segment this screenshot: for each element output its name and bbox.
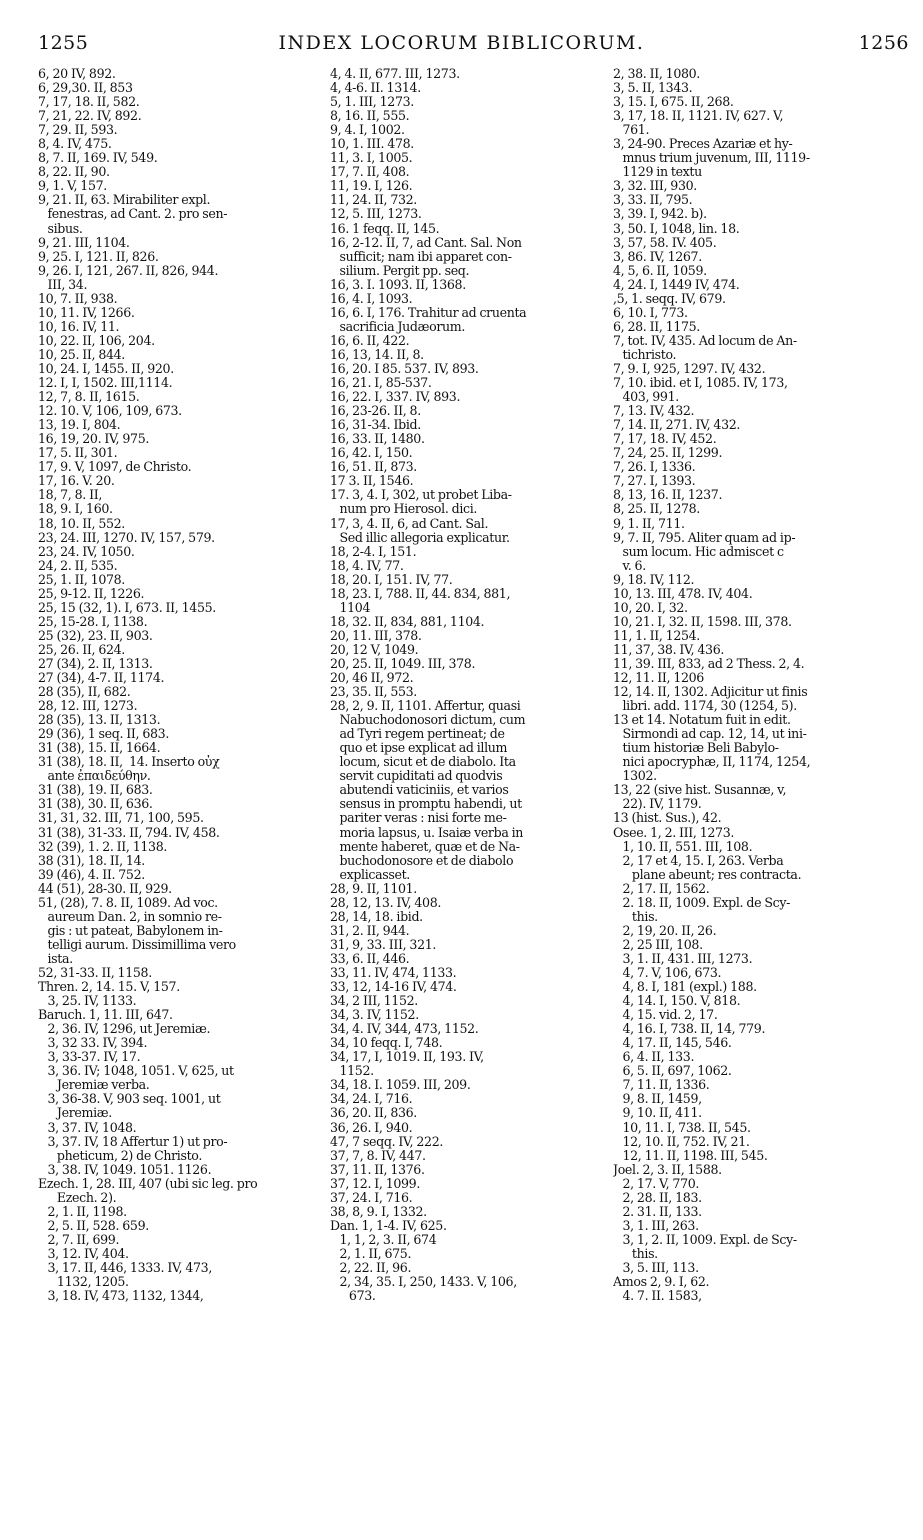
index-entry-line: 28, 12. III, 1273. [38,699,138,714]
index-entry-line: 3, 17. II, 446, 1333. IV, 473, [38,1260,212,1275]
index-entry-line: 34, 2 III, 1152. [330,994,418,1009]
index-entry-line: 20, 12 V, 1049. [330,642,419,657]
index-entry-line: telligi aurum. Dissimillima vero [38,937,236,952]
index-entry-line: 7, 9. I, 925, 1297. IV, 432. [613,361,766,376]
index-entry-line: 673. [330,1289,376,1304]
index-entry-line: pheticum, 2) de Christo. [38,1148,202,1163]
index-entry-line: 34, 3. IV, 1152. [330,1008,419,1023]
index-entry-line: 38 (31), 18. II, 14. [38,853,145,868]
index-entry-line: quo et ipse explicat ad illum [330,741,508,756]
index-entry-line: 37, 12. I, 1099. [330,1176,420,1191]
index-entry-line: 17, 9. V, 1097, de Christo. [38,460,192,475]
index-entry-line: 2, 1. II, 675. [330,1246,412,1261]
page-number-right: 1256 [858,32,909,54]
index-entry-line: explicasset. [330,867,410,882]
index-entry-line: 3, 1. III, 263. [613,1218,699,1233]
index-entry-line: 6, 10. I, 773. [613,305,688,320]
index-entry-line: 3, 1, 2. II, 1009. Expl. de Scy- [613,1232,797,1247]
index-entry-line: 28, 12, 13. IV, 408. [330,895,442,910]
index-entry-line: 7, 11. II, 1336. [613,1078,710,1093]
index-entry-line: 31 (38), 15. II, 1664. [38,741,161,756]
index-entry-line: 4, 5, 6. II, 1059. [613,263,707,278]
index-entry-line: 12, 14. II, 1302. Adjicitur ut finis [613,685,808,700]
index-entry-line: 7, 29. II, 593. [38,123,118,138]
index-entry-line: 3, 5. II, 1343. [613,81,693,96]
index-entry-line: 10, 20. I, 32. [613,600,688,615]
index-entry-line: 34, 24. I, 716. [330,1092,413,1107]
index-entry-line: 8, 7. II, 169. IV, 549. [38,151,158,166]
index-entry-line: 2, 36. IV, 1296, ut Jeremiæ. [38,1022,211,1037]
index-entry-line: 28 (35), 13. II, 1313. [38,713,161,728]
index-entry-line: 52, 31-33. II, 1158. [38,966,152,980]
index-entry-line: 11, 1. II, 1254. [613,628,700,643]
index-entry-line: 28, 9. II, 1101. [330,881,417,896]
index-entry-line: Ezech. 2). [38,1190,117,1205]
index-entry-line: 12, 7, 8. II, 1615. [38,390,140,405]
index-entry-line: aureum Dan. 2, in somnio re- [38,909,222,924]
index-entry-line: 12, 11. II, 1198. III, 545. [613,1148,768,1163]
index-entry-line: 5, 1. III, 1273. [330,95,414,110]
index-entry-line: 4, 15. vid. 2, 17. [613,1008,718,1023]
index-entry-line: 31 (38), 30. II, 636. [38,797,153,812]
index-entry-line: 23, 35. II, 553. [330,685,417,700]
index-entry-line: 20, 11. III, 378. [330,628,422,643]
index-entry-line: 3, 36-38. V, 903 seq. 1001, ut [38,1092,221,1107]
index-entry-line: 761. [613,123,650,138]
index-entry-line: 3, 38. IV, 1049. 1051. 1126. [38,1162,212,1177]
index-entry-line: 34, 10 feqq. I, 748. [330,1036,443,1051]
index-entry-line: 12, 5. III, 1273. [330,207,422,222]
index-entry-line: 16, 20. I 85. 537. IV, 893. [330,361,479,376]
index-entry-line: 18, 9. I, 160. [38,502,113,517]
index-entry-line: servit cupiditati ad quodvis [330,769,503,784]
index-entry-line: 2, 5. II, 528. 659. [38,1218,149,1233]
index-entry-line: 4, 16. I, 738. II, 14, 779. [613,1022,766,1037]
index-entry-line: 18, 32. II, 834, 881, 1104. [330,614,485,629]
index-entry-line: 2, 17. II, 1562. [613,881,710,896]
index-entry-line: 3, 12. IV, 404. [38,1246,129,1261]
index-entry-line: 10, 11. I, 738. II, 545. [613,1120,751,1135]
index-entry-line: 31, 31, 32. III, 71, 100, 595. [38,811,204,826]
index-entry-line: 16, 42. I, 150. [330,446,413,461]
index-entry-line: 3, 39. I, 942. b). [613,207,707,222]
index-entry-line: 17 3. II, 1546. [330,474,414,489]
index-entry-line: 10, 1. III. 478. [330,137,414,152]
index-entry-line: 51, (28), 7. 8. II, 1089. Ad voc. [38,895,218,910]
index-entry-line: 9, 21. II, 63. Mirabiliter expl. [38,193,211,208]
index-entry-line: 16, 51. II, 873. [330,460,417,475]
index-entry-line: 25, 1. II, 1078. [38,572,125,587]
index-entry-line: 25, 26. II, 624. [38,642,125,657]
index-entry-line: 18, 4. IV, 77. [330,558,404,573]
index-entry-line: 2, 17. V, 770. [613,1176,700,1191]
index-entry-line: 7, 26. I, 1336. [613,460,696,475]
index-entry-line: 6, 20 IV, 892. [38,67,116,81]
index-entry-line: 9, 10. II, 411. [613,1106,702,1121]
index-entry-line: 31 (38), 31-33. II, 794. IV, 458. [38,825,220,840]
index-entry-line: 3, 37. IV, 18 Affertur 1) ut pro- [38,1134,228,1149]
index-entry-line: 6, 28. II, 1175. [613,319,700,334]
index-entry-line: 4, 8. I, 181 (expl.) 188. [613,980,757,995]
index-entry-line: 12. I, I, 1502. III,1114. [38,376,173,391]
index-entry-line: 16, 19, 20. IV, 975. [38,432,150,447]
index-entry-line: 33, 11. IV, 474, 1133. [330,966,457,980]
index-entry-line: 10, 24. I, 1455. II, 920. [38,361,174,376]
index-entry-line: 20, 25. II, 1049. III, 378. [330,656,476,671]
index-entry-line: 16. 1 feqq. II, 145. [330,221,440,236]
index-entry-line: 38, 8, 9. I, 1332. [330,1204,427,1219]
index-entry-line: 9, 25. I, 121. II, 826. [38,249,159,264]
index-entry-line: ante ἐπαιδεύθην. [38,769,151,784]
index-entry-line: 17, 16. V. 20. [38,474,115,489]
index-entry-line: buchodonosore et de diabolo [330,853,514,868]
index-entry-line: 2, 7. II, 699. [38,1232,120,1247]
index-entry-line: 7, 21, 22. IV, 892. [38,109,142,124]
index-entry-line: 1129 in textu [613,165,702,180]
index-entry-line: 8, 16. II, 555. [330,109,410,124]
index-entry-line: 27 (34), 2. II, 1313. [38,656,153,671]
index-entry-line: 1104 [330,600,371,615]
index-entry-line: 3, 24-90. Preces Azariæ et hy- [613,137,793,152]
index-entry-line: sum locum. Hic admiscet c [613,544,784,559]
index-entry-line: 33, 6. II, 446. [330,951,410,966]
index-entry-line: 4, 7. V, 106, 673. [613,966,722,980]
index-entry-line: mente haberet, quæ et de Na- [330,839,520,854]
index-entry-line: Nabuchodonosori dictum, cum [330,713,526,728]
index-entry-line: 10, 22. II, 106, 204. [38,333,155,348]
index-entry-line: Amos 2, 9. I, 62. [613,1275,710,1290]
index-entry-line: 17, 3, 4. II, 6, ad Cant. Sal. [330,516,489,531]
index-entry-line: 16, 22. I, 337. IV, 893. [330,390,461,405]
index-entry-line: 36, 26. I, 940. [330,1120,413,1135]
index-entry-line: 25, 9-12. II, 1226. [38,586,145,601]
index-entry-line: 17. 3, 4. I, 302, ut probet Liba- [330,488,512,503]
index-entry-line: 37, 7, 8. IV, 447. [330,1148,426,1163]
index-entry-line: 9, 21. III, 1104. [38,235,130,250]
index-entry-line: 32 (39), 1. 2. II, 1138. [38,839,168,854]
index-entry-line: nici apocryphæ, II, 1174, 1254, [613,755,811,770]
index-entry-line: gis : ut pateat, Babylonem in- [38,923,223,938]
index-entry-line: 3, 5. III, 113. [613,1260,699,1275]
index-entry-line: 31, 9, 33. III, 321. [330,937,437,952]
index-entry-line: 7, 27. I, 1393. [613,474,696,489]
index-entry-line: sibus. [38,221,83,236]
page-number-left: 1255 [38,32,89,54]
index-entry-line: 34, 18. I. 1059. III, 209. [330,1078,471,1093]
index-entry-line: 3, 17, 18. II, 1121. IV, 627. V, [613,109,784,124]
index-entry-line: 18, 10. II, 552. [38,516,125,531]
index-entry-line: 13, 19. I, 804. [38,418,121,433]
index-entry-line: 33, 12, 14-16 IV, 474. [330,980,457,995]
index-entry-line: 7, 13. IV, 432. [613,404,695,419]
index-entry-line: 10, 13. III, 478. IV, 404. [613,586,753,601]
index-entry-line: Sirmondi ad cap. 12, 14, ut ini- [613,727,807,742]
index-entry-line: 24, 2. II, 535. [38,558,118,573]
index-entry-line: 37, 11. II, 1376. [330,1162,425,1177]
index-entry-line: 16, 2-12. II, 7, ad Cant. Sal. Non [330,235,522,250]
index-entry-line: 8, 25. II, 1278. [613,502,700,517]
index-entry-line: 29 (36), 1 seq. II, 683. [38,727,169,742]
index-entry-line: 10, 25. II, 844. [38,347,125,362]
index-entry-line: ,5, 1. seqq. IV, 679. [613,291,726,306]
index-entry-line: Joel. 2, 3. II, 1588. [613,1162,722,1177]
index-entry-line: 37, 24. I, 716. [330,1190,413,1205]
index-entry-line: 31 (38), 18. II, 14. Inserto οὐχ [38,755,220,770]
index-entry-line: 6, 5. II, 697, 1062. [613,1064,732,1079]
index-entry-line: 11, 39. III, 833, ad 2 Thess. 2, 4. [613,656,805,671]
index-entry-line: 3, 33-37. IV, 17. [38,1050,141,1065]
index-entry-line: 3, 18. IV, 473, 1132, 1344, [38,1289,204,1304]
index-entry-line: 13 et 14. Notatum fuit in edit. [613,713,791,728]
index-entry-line: 2. 18. II, 1009. Expl. de Scy- [613,895,790,910]
index-entry-line: 7, 10. ibid. et I, 1085. IV, 173, [613,376,788,391]
index-entry-line: 8, 4. IV, 475. [38,137,112,152]
index-entry-line: silium. Pergit pp. seq. [330,263,470,278]
index-entry-line: 16, 4. I, 1093. [330,291,413,306]
index-entry-line: 10, 7. II, 938. [38,291,118,306]
index-entry-line: 44 (51), 28-30. II, 929. [38,881,172,896]
index-entry-line: 7, 17, 18. II, 582. [38,95,140,110]
index-entry-line: Osee. 1, 2. III, 1273. [613,825,735,840]
index-entry-line: 17, 7. II, 408. [330,165,410,180]
index-entry-line: 4, 24. I, 1449 IV, 474. [613,277,740,292]
index-entry-line: 3, 37. IV, 1048. [38,1120,137,1135]
index-entry-line: 9, 7. II, 795. Aliter quam ad ip- [613,530,796,545]
index-column-3 [613,67,913,1527]
index-entry-line: 20, 46 II, 972. [330,671,414,686]
index-entry-line: 9, 1. II, 711. [613,516,685,531]
index-entry-line: 7, tot. IV, 435. Ad locum de An- [613,333,797,348]
index-entry-line: 7, 14. II, 271. IV, 432. [613,418,741,433]
index-entry-line: 4, 4. II, 677. III, 1273. [330,67,460,81]
index-entry-line: tium historiæ Beli Babylo- [613,741,779,756]
index-entry-line: locum, sicut et de diabolo. Ita [330,755,516,770]
index-entry-line: 18, 20. I, 151. IV, 77. [330,572,453,587]
index-entry-line: Sed illic allegoria explicatur. [330,530,510,545]
index-entry-line: 7, 24, 25. II, 1299. [613,446,723,461]
index-entry-line: 6, 29,30. II, 853 [38,81,133,96]
index-entry-line: 9, 8. II, 1459, [613,1092,702,1107]
index-entry-line: 9, 26. I, 121, 267. II, 826, 944. [38,263,219,278]
index-entry-line: 16, 6. I, 176. Trahitur ad cruenta [330,305,527,320]
index-entry-line: 16, 33. II, 1480. [330,432,425,447]
index-entry-line: 18, 7, 8. II, [38,488,102,503]
index-entry-line: 2, 38. II, 1080. [613,67,700,81]
index-entry-line: 12, 11. II, 1206 [613,671,704,686]
index-entry-line: sacrificia Judæorum. [330,319,466,334]
index-entry-line: libri. add. 1174, 30 (1254, 5). [613,699,797,714]
index-entry-line: 1, 1, 2, 3. II, 674 [330,1232,437,1247]
index-entry-line: sensus in promptu habendi, ut [330,797,522,812]
index-entry-line: 4, 17. II, 145, 546. [613,1036,732,1051]
index-entry-line: 31 (38), 19. II, 683. [38,783,153,798]
index-entry-line: fenestras, ad Cant. 2. pro sen- [38,207,228,222]
index-entry-line: 16, 6. II, 422. [330,333,410,348]
index-entry-line: 25 (32), 23. II, 903. [38,628,153,643]
index-entry-line: 3, 86. IV, 1267. [613,249,702,264]
index-entry-line: 47, 7 seqq. IV, 222. [330,1134,444,1149]
index-entry-line: 2, 22. II, 96. [330,1260,412,1275]
index-entry-line: 28, 2, 9. II, 1101. Affertur, quasi [330,699,521,714]
index-entry-line: 12. 10. V, 106, 109, 673. [38,404,182,419]
index-entry-line: 4, 14. I, 150. V, 818. [613,994,741,1009]
running-title: INDEX LOCORUM BIBLICORUM. [278,32,645,54]
index-entry-line: 36, 20. II, 836. [330,1106,417,1121]
index-column-1 [38,67,304,1527]
index-entry-line: Jeremiæ. [38,1106,112,1121]
index-entry-line: 16, 21. I, 85-537. [330,376,432,391]
index-entry-line: 12, 10. II, 752. IV, 21. [613,1134,750,1149]
index-entry-line: 27 (34), 4-7. II, 1174. [38,671,165,686]
index-entry-line: 9, 18. IV, 112. [613,572,695,587]
index-entry-line: this. [613,1246,658,1261]
index-entry-line: ista. [38,951,73,966]
index-entry-line: 11, 3. I, 1005. [330,151,413,166]
index-entry-line: 2, 19, 20. II, 26. [613,923,717,938]
index-entry-line: 3, 32. III, 930. [613,179,697,194]
index-entry-line: pariter veras : nisi forte me- [330,811,507,826]
index-entry-line: Jeremiæ verba. [38,1078,150,1093]
index-entry-line: 9, 4. I, 1002. [330,123,405,138]
index-entry-line: 13, 22 (sive hist. Susannæ, v, [613,783,787,798]
index-entry-line: 10, 21. I, 32. II, 1598. III, 378. [613,614,792,629]
index-entry-line: 3, 15. I, 675. II, 268. [613,95,734,110]
index-entry-line: 11, 37, 38. IV, 436. [613,642,725,657]
index-entry-line: 23, 24. III, 1270. IV, 157, 579. [38,530,215,545]
index-entry-line: 18, 23. I, 788. II, 44. 834, 881, [330,586,511,601]
index-entry-line: 16, 31-34. Ibid. [330,418,421,433]
index-entry-line: 10, 16. IV, 11. [38,319,120,334]
index-entry-line: 3, 1. II, 431. III, 1273. [613,951,753,966]
index-entry-line: 6, 4. II, 133. [613,1050,695,1065]
index-entry-line: Baruch. 1, 11. III, 647. [38,1008,173,1023]
index-entry-line: 34, 17, I, 1019. II, 193. IV, [330,1050,484,1065]
index-column-2 [330,67,602,1527]
index-entry-line: 16, 23-26. II, 8. [330,404,421,419]
index-entry-line: 1, 10. II, 551. III, 108. [613,839,753,854]
index-entry-line: 4. 7. II. 1583, [613,1289,702,1304]
index-entry-line: 25, 15-28. I, 1138. [38,614,148,629]
index-entry-line: 4, 4-6. II. 1314. [330,81,421,96]
index-entry-line: 28, 14, 18. ibid. [330,909,423,924]
index-entry-line: 3, 32 33. IV, 394. [38,1036,148,1051]
index-entry-line: 2, 28. II, 183. [613,1190,702,1205]
index-entry-line: 1302. [613,769,657,784]
index-entry-line: 3, 57, 58. IV. 405. [613,235,717,250]
index-entry-line: 2, 25 III, 108. [613,937,703,952]
index-entry-line: 8, 13, 16. II, 1237. [613,488,723,503]
index-entry-line: num pro Hierosol. dici. [330,502,478,517]
index-entry-line: ad Tyri regem pertineat; de [330,727,505,742]
index-entry-line: tichristo. [613,347,677,362]
index-entry-line: 2, 17 et 4, 15. I, 263. Verba [613,853,784,868]
index-entry-line: 11, 19. I, 126. [330,179,413,194]
index-entry-line: III, 34. [38,277,88,292]
index-entry-line: 13 (hist. Sus.), 42. [613,811,722,826]
index-entry-line: 3, 33. II, 795. [613,193,693,208]
index-entry-line: Thren. 2, 14. 15. V, 157. [38,980,180,995]
index-entry-line: 3, 50. I, 1048, lin. 18. [613,221,740,236]
index-entry-line: plane abeunt; res contracta. [613,867,802,882]
index-entry-line: 7, 17, 18. IV, 452. [613,432,717,447]
index-entry-line: 23, 24. IV, 1050. [38,544,135,559]
index-entry-line: 1152. [330,1064,374,1079]
index-entry-line: 16, 3. I. 1093. II, 1368. [330,277,466,292]
index-entry-line: abutendi vaticiniis, et varios [330,783,509,798]
index-entry-line: 18, 2-4. I, 151. [330,544,417,559]
index-entry-line: 2, 34, 35. I, 250, 1433. V, 106, [330,1275,517,1290]
index-entry-line: 39 (46), 4. II. 752. [38,867,145,882]
index-entry-line: this. [613,909,658,924]
index-entry-line: mnus trium juvenum, III, 1119- [613,151,810,166]
index-entry-line: 2, 1. II, 1198. [38,1204,127,1219]
page-header [0,0,923,54]
index-entry-line: 10, 11. IV, 1266. [38,305,135,320]
index-entry-line: 1132, 1205. [38,1275,129,1290]
index-entry-line: 16, 13, 14. II, 8. [330,347,424,362]
index-entry-line: moria lapsus, u. Isaiæ verba in [330,825,524,840]
index-entry-line: 9, 1. V, 157. [38,179,107,194]
index-entry-line: 25, 15 (32, 1). I, 673. II, 1455. [38,600,216,615]
index-entry-line: Dan. 1, 1-4. IV, 625. [330,1218,447,1233]
index-entry-line: v. 6. [613,558,646,573]
index-entry-line: 11, 24. II, 732. [330,193,417,208]
index-entry-line: 3, 25. IV, 1133. [38,994,137,1009]
index-entry-line: Ezech. 1, 28. III, 407 (ubi sic leg. pro [38,1176,258,1191]
index-entry-line: 34, 4. IV, 344, 473, 1152. [330,1022,479,1037]
index-entry-line: 31, 2. II, 944. [330,923,410,938]
index-entry-line: 8, 22. II, 90. [38,165,110,180]
index-entry-line: 2. 31. II, 133. [613,1204,702,1219]
index-entry-line: 28 (35), II, 682. [38,685,131,700]
index-entry-line: sufficit; nam ibi apparet con- [330,249,512,264]
index-entry-line: 403, 991. [613,390,679,405]
index-entry-line: 22). IV, 1179. [613,797,702,812]
index-entry-line: 3, 36. IV; 1048, 1051. V, 625, ut [38,1064,234,1079]
index-entry-line: 17, 5. II, 301. [38,446,118,461]
